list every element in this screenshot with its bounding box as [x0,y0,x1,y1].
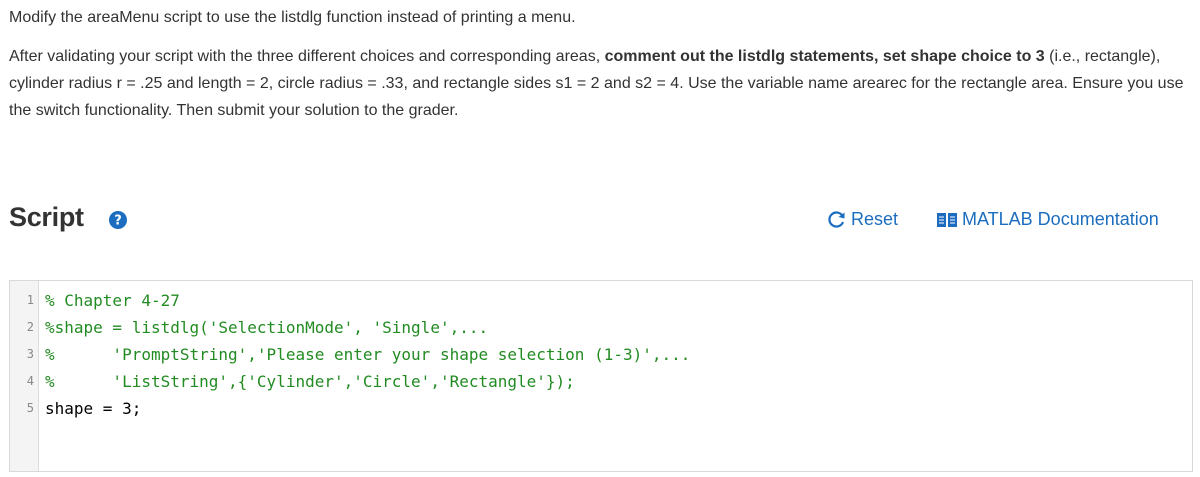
reset-button[interactable] [827,209,898,230]
code-line [10,341,1192,368]
instruction-paragraph-2 [9,43,1189,124]
help-icon[interactable] [109,211,127,229]
code-line [10,314,1192,341]
line-number: 4 [26,374,34,388]
reset-label: Reset [851,209,899,229]
refresh-icon [827,210,847,230]
book-icon [936,211,958,229]
script-header [9,200,1189,240]
line-number: 3 [26,347,34,361]
instruction-line-1: Modify the areaMenu script to use the listdlg function instead of printing a menu. [9,9,576,26]
instruction-bold-text: comment out the listdlg statements, set shape choice to 3 [604,48,1045,65]
code-text: shape = 3; [45,399,142,418]
instruction-text-a: After validating your script with the three different choices and corresponding areas, [9,48,605,65]
line-number: 2 [26,320,34,334]
script-title: Script [9,202,84,232]
code-line [10,368,1192,395]
code-text: % 'PromptString','Please enter your shape selection (1-3)',... [45,345,691,364]
code-text: %shape = listdlg('SelectionMode', 'Single',... [45,318,489,337]
code-line [10,395,1192,422]
code-text: % Chapter 4-27 [45,291,180,310]
svg-text:?: ? [114,213,122,229]
instruction-text-c: (i.e., rectangle), cylinder radius r = .25 and length = 2, circle radius = .33, and rectangle sides s1 = 2 and s2 = 4. Use the variable name arearec for the rectangle area. Ensure you use the switch functionality. Then submit your solution to the grader. [9,48,1184,119]
documentation-label: MATLAB Documentation [962,209,1159,229]
code-editor[interactable] [9,280,1193,472]
matlab-documentation-link[interactable] [936,209,1159,230]
line-number: 1 [26,293,34,307]
code-line [10,287,1192,314]
code-text: % 'ListString',{'Cylinder','Circle','Rectangle'}); [45,372,575,391]
line-number: 5 [26,401,34,415]
problem-instructions [9,6,1189,124]
